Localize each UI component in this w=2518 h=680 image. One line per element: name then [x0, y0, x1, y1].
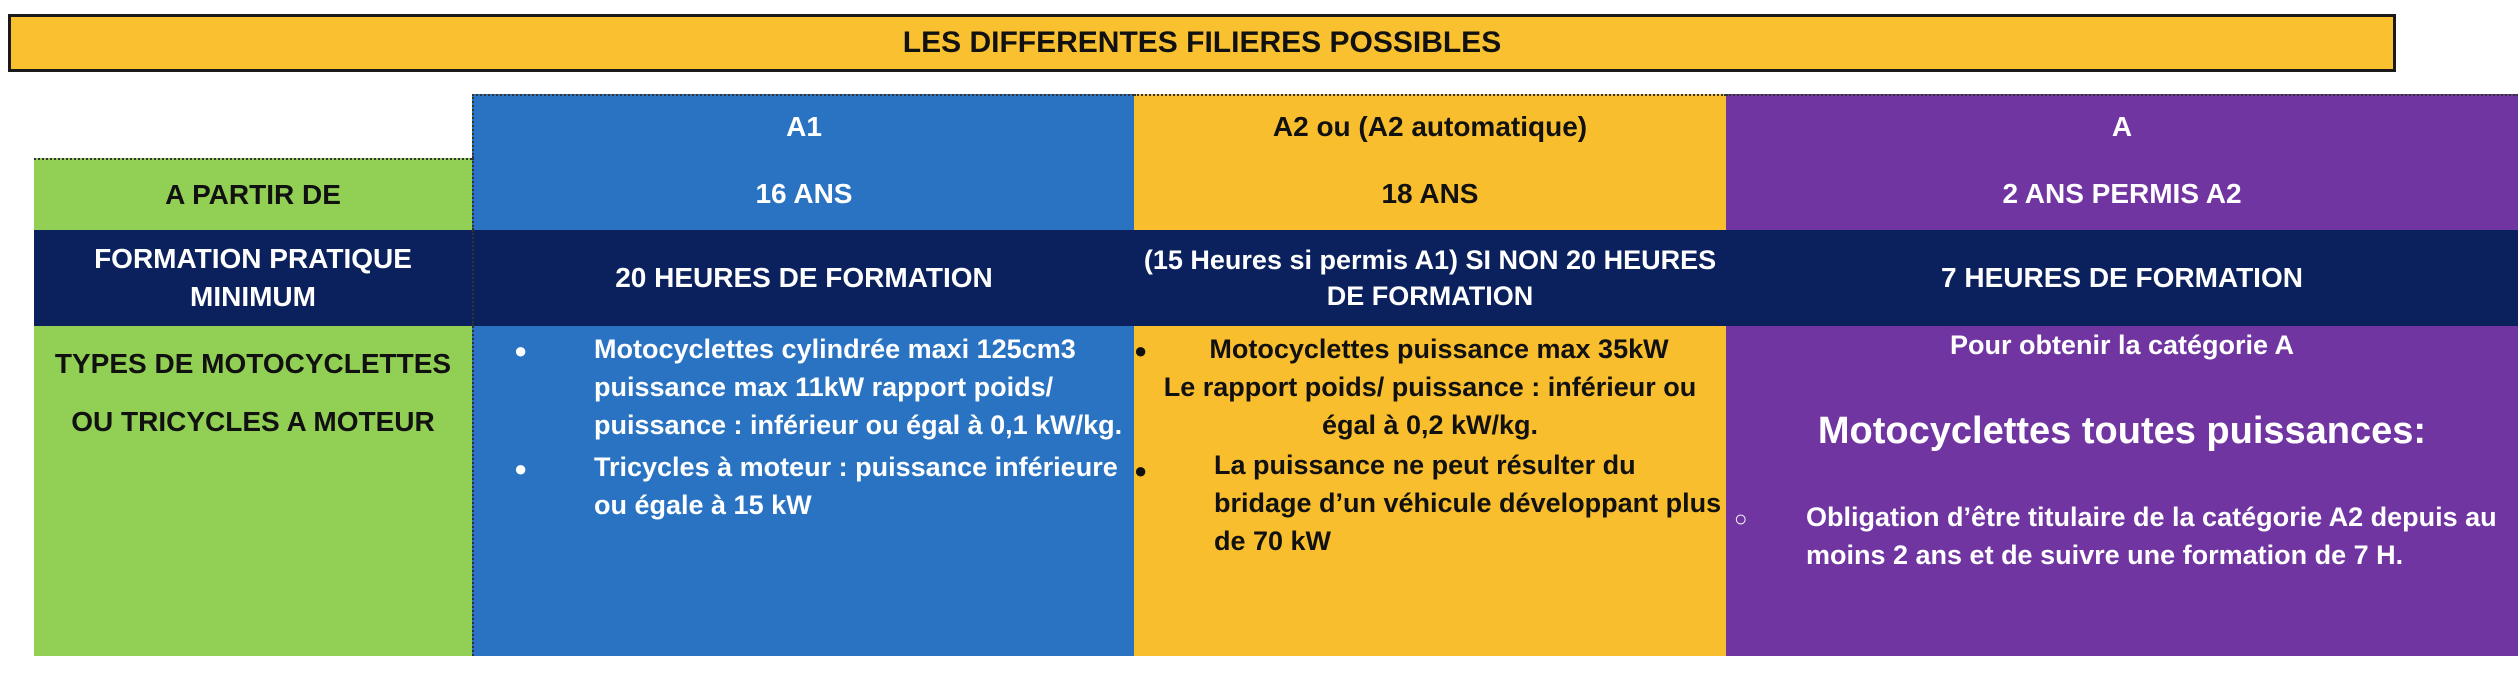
types-a-bullet-line2: moins 2 ans et de suivre une formation de 7 H.	[1806, 540, 2404, 570]
types-a1-bullet1-line2: puissance max 11kW rapport poids/	[594, 372, 1054, 402]
formation-a2-line1: (15 Heures si permis A1) SI NON 20 HEURES	[1143, 244, 1717, 275]
age-a2: 18 ANS	[1134, 158, 1726, 230]
types-a1	[472, 326, 1134, 656]
row-label-types	[34, 326, 472, 656]
types-a2-bullet2-line3: de 70 kW	[1214, 526, 1332, 556]
types-a2-bullet2-line1: La puissance ne peut résulter du	[1214, 450, 1636, 480]
types-a1-bullet1-line3: puissance : inférieur ou égal à 0,1 kW/kg.	[594, 410, 1123, 440]
types-a2-text-line2: égal à 0,2 kW/kg.	[1321, 410, 1539, 440]
types-a1-bullet2-line1: Tricycles à moteur : puissance inférieure	[594, 452, 1118, 482]
types-a-bullet	[1806, 498, 2518, 574]
row-label-age: A PARTIR DE	[34, 158, 472, 230]
header-a: A	[1726, 94, 2518, 158]
row-label-types-line1: TYPES DE MOTOCYCLETTES	[54, 348, 452, 379]
row-label-formation	[34, 230, 472, 326]
types-a1-bullet2-line2: ou égale à 15 kW	[594, 490, 812, 520]
page-title: LES DIFFERENTES FILIERES POSSIBLES	[8, 14, 2396, 72]
row-label-formation-line2: MINIMUM	[190, 281, 316, 312]
bullet-icon: ●	[514, 338, 528, 363]
row-label-types-line2: OU TRICYCLES A MOTEUR	[71, 406, 435, 437]
header-a2: A2 ou (A2 automatique)	[1134, 94, 1726, 158]
formation-a1: 20 HEURES DE FORMATION	[472, 230, 1134, 326]
types-a	[1726, 326, 2518, 656]
header-a1: A1	[472, 94, 1134, 158]
types-a2-bullet2-line2: bridage d’un véhicule développant plus	[1214, 488, 1722, 518]
hollow-circle-icon: ○	[1734, 506, 1748, 531]
types-a1-bullet1	[594, 330, 1134, 444]
formation-a2-line2: DE FORMATION	[1326, 281, 1534, 311]
types-a2-text-line1: Le rapport poids/ puissance : inférieur ou	[1163, 372, 1697, 402]
row-label-formation-line1: FORMATION PRATIQUE	[94, 243, 412, 275]
bullet-icon: ●	[514, 456, 528, 481]
types-a2-text	[1134, 368, 1726, 444]
age-a: 2 ANS PERMIS A2	[1726, 158, 2518, 230]
formation-a2	[1134, 230, 1726, 326]
formation-a: 7 HEURES DE FORMATION	[1726, 230, 2518, 326]
types-a-heading: Motocyclettes toutes puissances:	[1817, 410, 2427, 452]
types-a-bullet-line1: Obligation d’être titulaire de la catégorie A2 depuis au	[1806, 502, 2497, 532]
types-a1-bullet2	[594, 448, 1134, 524]
types-a2-bullet2	[1214, 446, 1726, 560]
types-a1-bullet1-line1: Motocyclettes cylindrée maxi 125cm3	[594, 334, 1076, 364]
types-a2-bullet1: Motocyclettes puissance max 35kW	[1209, 334, 1669, 364]
types-a-intro: Pour obtenir la catégorie A	[1949, 330, 2295, 360]
types-a2	[1134, 326, 1726, 656]
age-a1: 16 ANS	[472, 158, 1134, 230]
bullet-icon: ●	[1134, 338, 1148, 363]
bullet-icon: ●	[1134, 458, 1148, 483]
